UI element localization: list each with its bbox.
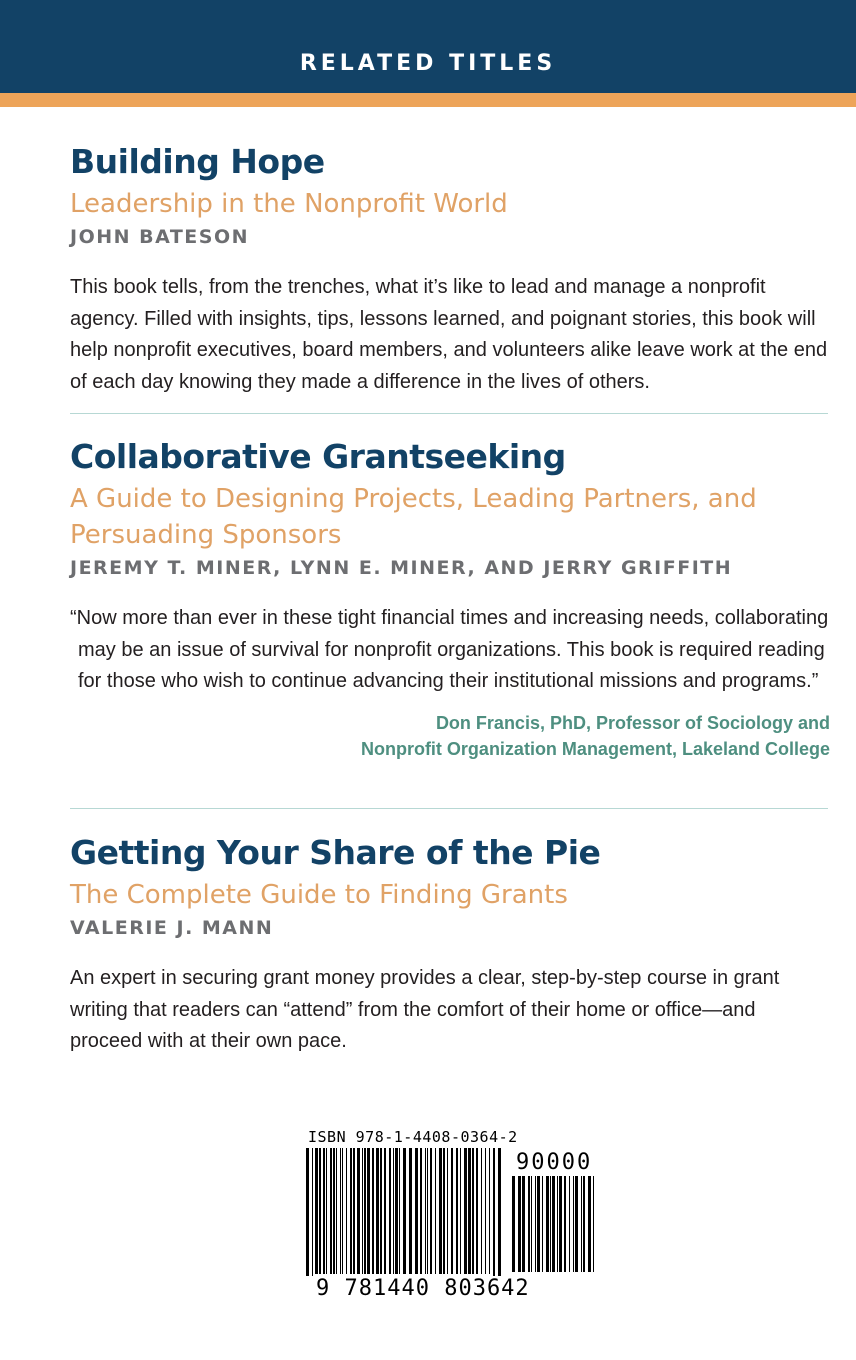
barcode-bar (476, 1148, 478, 1276)
section-title: RELATED TITLES (299, 51, 557, 76)
barcode-bar (485, 1148, 486, 1276)
barcode-bar (333, 1148, 335, 1276)
barcode-bar (435, 1148, 436, 1276)
barcode-bar (380, 1148, 382, 1276)
barcode-bar (472, 1148, 474, 1276)
barcode-bar (493, 1148, 495, 1276)
book-subtitle: A Guide to Designing Projects, Leading Partners, and Persuading Sponsors (70, 484, 757, 550)
barcode-bar (340, 1148, 341, 1276)
barcode-bar (447, 1148, 448, 1276)
book-author: VALERIE J. MANN (70, 917, 274, 939)
book-title: Collaborative Grantseeking (70, 437, 566, 476)
attribution-line: Don Francis, PhD, Professor of Sociology and (435, 712, 830, 733)
barcode-bar (346, 1148, 347, 1276)
header-accent-stripe (0, 93, 856, 107)
barcode-bar (384, 1148, 386, 1276)
price-code-digits: 90000 (516, 1150, 593, 1175)
isbn-digits: 9 781440 803642 (316, 1276, 530, 1301)
barcode-bar (315, 1148, 318, 1276)
isbn-barcode (306, 1128, 606, 1303)
barcode-bar (481, 1148, 482, 1276)
barcode-bar (319, 1148, 321, 1276)
barcode-bar (403, 1148, 406, 1276)
barcode-bar (362, 1148, 363, 1276)
barcode-bar (399, 1148, 400, 1276)
barcode-bar (409, 1148, 412, 1276)
barcode-bar (420, 1148, 422, 1276)
isbn-label: ISBN 978-1-4408-0364-2 (308, 1128, 518, 1146)
barcode-bar (427, 1148, 428, 1276)
barcode-bar (350, 1148, 352, 1276)
attribution-line: Nonprofit Organization Management, Lakeland College (360, 738, 830, 759)
divider (70, 413, 828, 414)
book-author: JOHN BATESON (70, 226, 250, 248)
divider (70, 808, 828, 809)
barcode-bar (468, 1148, 471, 1276)
barcode-bar (389, 1148, 391, 1276)
barcode-bar (415, 1148, 418, 1276)
barcode-bar (460, 1148, 461, 1276)
barcode-bar (489, 1148, 490, 1276)
quote-attribution (70, 710, 830, 762)
barcode-bar (430, 1148, 432, 1276)
barcode-bar (353, 1148, 355, 1276)
barcode-bar (456, 1148, 458, 1276)
barcode-bar (306, 1148, 309, 1276)
book-description: An expert in securing grant money provides a clear, step-by-step course in grant writing that readers can “attend” from the comfort of their home or office—and proceed with at their own pace. (70, 967, 780, 1052)
barcode-bar (330, 1148, 332, 1276)
book-entry-getting-your-share (70, 833, 830, 1058)
book-quote: “Now more than ever in these tight financial times and increasing needs, collaborating may be an issue of survival for nonprofit organizations. This book is required reading for those who wish to continue advancing their institutional missions and programs.” (70, 607, 829, 692)
barcode-bar (425, 1148, 426, 1276)
barcode-bar (364, 1148, 366, 1276)
barcode-bar (395, 1148, 398, 1276)
book-description: This book tells, from the trenches, what it’s like to lead and manage a nonprofit agency. Filled with insights, tips, lessons learned, and poignant stories, this book will help nonprofit executives, board members, and volunteers alike leave work at the end of each day knowing they made a difference in the lives of others. (70, 276, 828, 393)
barcode-bar (393, 1148, 394, 1276)
barcode-bar (312, 1148, 313, 1276)
barcode-bar (367, 1148, 370, 1276)
book-title: Building Hope (70, 142, 325, 181)
barcode-bar (443, 1148, 445, 1276)
book-subtitle: The Complete Guide to Finding Grants (70, 880, 568, 910)
book-author: JEREMY T. MINER, LYNN E. MINER, AND JERRY GRIFFITH (70, 557, 733, 579)
barcode-bar (498, 1148, 501, 1276)
barcode-bar (451, 1148, 453, 1276)
barcode-bar (464, 1148, 467, 1276)
barcode-bar (439, 1148, 442, 1276)
barcode-bar (336, 1148, 337, 1276)
barcode-bar (376, 1148, 379, 1276)
barcode-bar (357, 1148, 360, 1276)
book-entry-collaborative-grantseeking (70, 437, 830, 762)
book-title: Getting Your Share of the Pie (70, 833, 601, 872)
book-subtitle: Leadership in the Nonprofit World (70, 189, 508, 219)
header-band (0, 0, 856, 93)
barcode-bar (342, 1148, 343, 1276)
barcode-bar (372, 1148, 374, 1276)
barcode-bar (323, 1148, 325, 1276)
barcode-bar (326, 1148, 327, 1276)
book-entry-building-hope (70, 142, 830, 398)
